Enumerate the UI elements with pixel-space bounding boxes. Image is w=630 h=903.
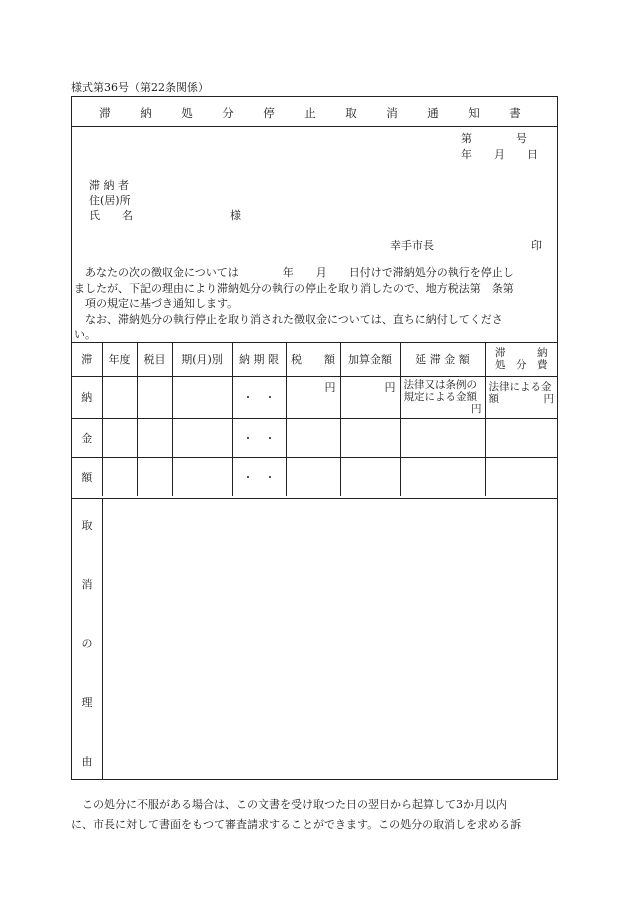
document-number: 第 号 (461, 132, 527, 145)
header-tax-amount: 税 額 (286, 342, 340, 376)
table-cell (286, 418, 340, 457)
table-cell (172, 457, 232, 496)
issuer-name: 幸手市長 (390, 239, 434, 252)
header-fee-bottom: 処 分 費 (495, 358, 548, 371)
table-cell (172, 418, 232, 457)
table-cell (102, 418, 137, 457)
header-additional: 加算金額 (340, 342, 400, 376)
amount-table (72, 342, 557, 496)
additional-unit: 円 (340, 376, 400, 418)
reason-char-1: 取 (81, 519, 93, 532)
name-label: 氏 名 (89, 209, 133, 222)
fee-note-cell (485, 376, 557, 418)
table-cell (400, 418, 485, 457)
reason-char-3: の (81, 637, 93, 650)
footer-line-2: に、市長に対して書面をもつて審査請求することができます。この処分の取消しを求める訴 (71, 818, 522, 831)
due-date-cell: ・ ・ (232, 457, 286, 496)
reason-char-4: 理 (81, 696, 93, 709)
body-line-1: あなたの次の徴収金については 年 月 日付けで滞納処分の執行を停止し (85, 266, 514, 279)
body-line-2: ましたが、下記の理由により滞納処分の執行の停止を取り消したので、地方税法第 条第 (74, 281, 514, 295)
side-label-1: 滞 (72, 342, 102, 376)
table-cell (340, 418, 400, 457)
header-year: 年度 (102, 342, 137, 376)
fee-unit: 円 (543, 392, 554, 405)
delinquency-note: 法律又は条例の規定による金額 (403, 378, 477, 403)
table-cell (137, 418, 172, 457)
table-cell (102, 376, 137, 418)
issue-date: 年 月 日 (461, 148, 538, 161)
side-label-4: 額 (72, 457, 102, 496)
header-fee (485, 342, 557, 376)
reason-label-column (72, 498, 103, 779)
recipient-label: 滞 納 者 (89, 179, 129, 192)
table-cell (286, 457, 340, 496)
address-label: 住(居)所 (89, 194, 131, 207)
table-cell (340, 457, 400, 496)
fee-note: 法律による金額 (488, 380, 552, 405)
header-due-date: 納 期 限 (232, 342, 286, 376)
notice-form (71, 96, 558, 780)
delinquency-note-cell (400, 376, 485, 418)
seal-mark: 印 (531, 239, 542, 252)
table-cell (102, 457, 137, 496)
header-period: 期(月)別 (172, 342, 232, 376)
table-cell (137, 376, 172, 418)
delinquency-unit: 円 (471, 402, 482, 415)
header-delinquency: 延 滞 金 額 (400, 342, 485, 376)
reason-top-divider (72, 498, 557, 499)
reason-char-5: 由 (81, 755, 93, 768)
title-divider (72, 126, 557, 127)
appeal-notice (71, 795, 558, 835)
table-cell (485, 457, 557, 496)
body-line-3: 項の規定に基づき通知します。 (85, 297, 239, 310)
body-line-5: い。 (74, 328, 96, 341)
side-label-3: 金 (72, 418, 102, 457)
form-number: 様式第36号（第22条関係） (71, 81, 209, 94)
honorific: 様 (230, 209, 241, 222)
table-cell (485, 418, 557, 457)
form-title: 滞 納 処 分 停 止 取 消 通 知 書 (99, 106, 530, 120)
table-cell (400, 457, 485, 496)
header-fee-top: 滞 納 (495, 346, 548, 359)
table-cell (172, 376, 232, 418)
table-cell (137, 457, 172, 496)
notice-body (74, 265, 555, 343)
due-date-cell: ・ ・ (232, 418, 286, 457)
body-line-4: なお、滞納処分の執行停止を取り消された徴収金については、直ちに納付してくださ (85, 312, 503, 326)
header-tax-item: 税目 (137, 342, 172, 376)
footer-line-1: この処分に不服がある場合は、この文書を受け取つた日の翌日から起算して3か月以内 (82, 798, 507, 811)
side-label-2: 納 (72, 376, 102, 418)
reason-char-2: 消 (81, 578, 93, 591)
due-date-cell: ・ ・ (232, 376, 286, 418)
tax-amount-unit: 円 (286, 376, 340, 418)
